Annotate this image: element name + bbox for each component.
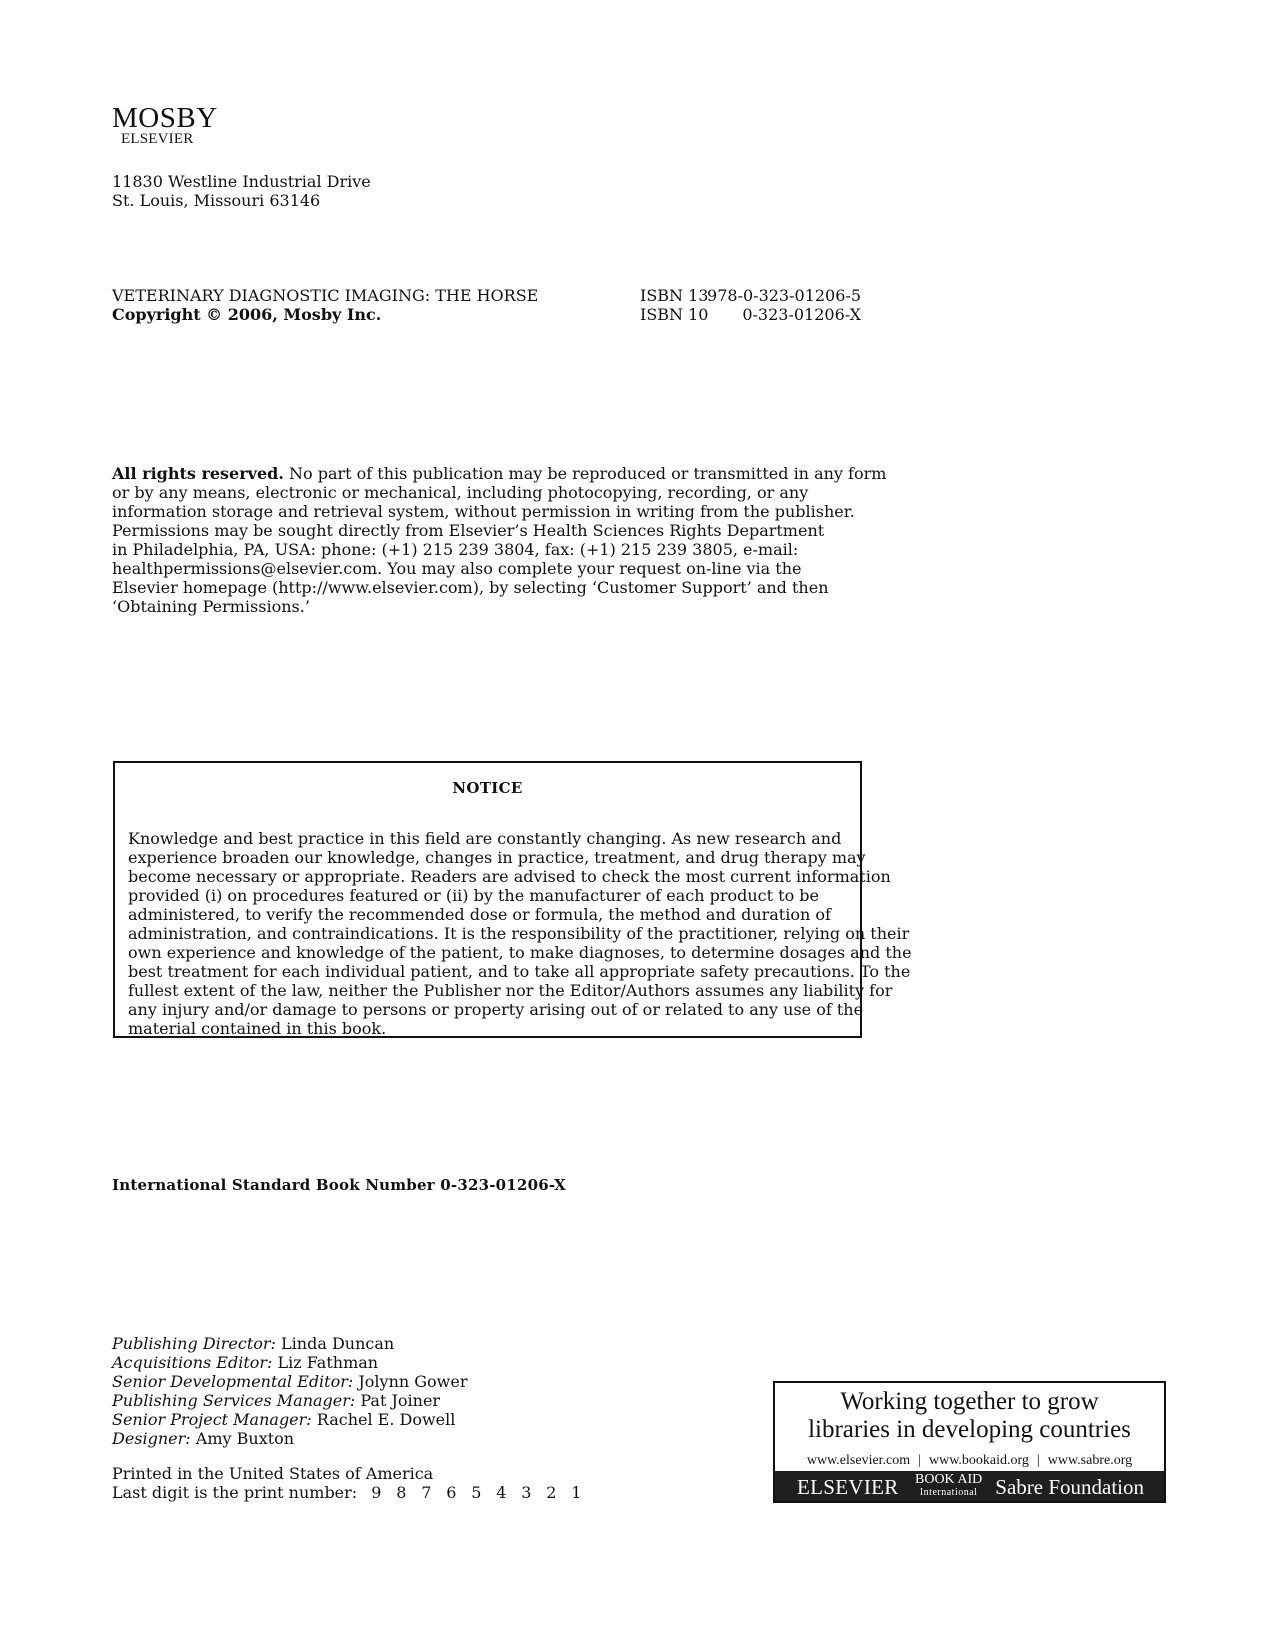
credit-row — [112, 1334, 468, 1353]
bookaid-logo — [915, 1473, 982, 1499]
book-title: VETERINARY DIAGNOSTIC IMAGING: THE HORSE — [112, 286, 539, 305]
rights-line: or by any means, electronic or mechanical, including photocopying, recording, or any — [112, 483, 809, 502]
print-digit: 4 — [496, 1483, 507, 1502]
publisher-logo — [112, 104, 218, 147]
sponsor-logo-bar — [775, 1471, 1164, 1501]
credit-row — [112, 1372, 468, 1391]
credit-row — [112, 1353, 468, 1372]
bookaid-logo-top: BOOK AID — [915, 1472, 983, 1487]
credit-row — [112, 1391, 468, 1410]
printed-in: Printed in the United States of America — [112, 1464, 434, 1483]
notice-line: experience broaden our knowledge, changes in practice, treatment, and drug therapy may — [128, 848, 866, 867]
elsevier-logo: ELSEVIER — [797, 1475, 899, 1499]
notice-line: any injury and/or damage to persons or property arising out of or related to any use of the — [128, 1000, 864, 1019]
print-digit: 3 — [521, 1483, 532, 1502]
notice-line: provided (i) on procedures featured or (ii) by the manufacturer of each product to be — [128, 886, 820, 905]
logo-elsevier: ELSEVIER — [121, 131, 194, 147]
notice-box — [113, 761, 912, 1038]
notice-line: become necessary or appropriate. Readers are advised to check the most current information — [128, 867, 891, 886]
book-info — [112, 286, 538, 324]
notice-body — [128, 829, 912, 1038]
print-digit: 5 — [471, 1483, 482, 1502]
credit-name: Linda Duncan — [275, 1334, 395, 1353]
rights-line: ‘Obtaining Permissions.’ — [112, 597, 310, 616]
link-separator: | — [1036, 1453, 1040, 1468]
notice-line: fullest extent of the law, neither the Publisher nor the Editor/Authors assumes any liability for — [128, 981, 893, 1000]
credit-name: Liz Fathman — [272, 1353, 379, 1372]
rights-line: healthpermissions@elsevier.com. You may also complete your request on-line via the — [112, 559, 802, 578]
bookaid-logo-bottom: International — [919, 1487, 978, 1498]
credit-row — [112, 1429, 468, 1448]
credit-name: Pat Joiner — [355, 1391, 441, 1410]
credit-role: Acquisitions Editor: — [112, 1353, 273, 1372]
print-number-row — [112, 1483, 596, 1502]
notice-line: Knowledge and best practice in this field are constantly changing. As new research and — [128, 829, 842, 848]
isbn-labels — [640, 286, 708, 324]
credit-role: Publishing Director: — [112, 1334, 276, 1353]
rights-line: Permissions may be sought directly from Elsevier’s Health Sciences Rights Department — [112, 521, 825, 540]
credit-role: Designer: — [112, 1429, 191, 1448]
notice-title: NOTICE — [452, 779, 523, 797]
notice-line: administered, to verify the recommended dose or formula, the method and duration of — [128, 905, 831, 924]
print-digit: 2 — [546, 1483, 557, 1502]
credit-name: Amy Buxton — [190, 1429, 295, 1448]
rights-line: in Philadelphia, PA, USA: phone: (+1) 215 239 3804, fax: (+1) 215 239 3805, e-mail: — [112, 540, 799, 559]
link-elsevier[interactable]: www.elsevier.com — [806, 1453, 911, 1468]
bookaid-links — [775, 1453, 1164, 1469]
credit-role: Publishing Services Manager: — [112, 1391, 356, 1410]
rights-lead: All rights reserved. — [112, 464, 284, 483]
publisher-address — [112, 172, 371, 210]
rights-paragraph — [112, 464, 887, 616]
credit-name: Rachel E. Dowell — [311, 1410, 456, 1429]
bookaid-headline: Working together to grow — [840, 1388, 1099, 1415]
credit-role: Senior Project Manager: — [112, 1410, 312, 1429]
address-line: 11830 Westline Industrial Drive — [112, 172, 371, 191]
print-digit: 1 — [571, 1483, 582, 1502]
rights-line: Elsevier homepage (http://www.elsevier.com), by selecting ‘Customer Support’ and then — [112, 578, 829, 597]
print-digit: 8 — [396, 1483, 407, 1502]
isbn13-label: ISBN 13 — [640, 286, 709, 305]
isbn10-value: 0-323-01206-X — [742, 305, 861, 324]
notice-line: material contained in this book. — [128, 1019, 387, 1038]
bookaid-headline: libraries in developing countries — [808, 1416, 1131, 1443]
isbn10-label: ISBN 10 — [640, 305, 709, 324]
copyright-line: Copyright © 2006, Mosby Inc. — [112, 305, 382, 324]
credits-list — [112, 1334, 468, 1448]
printing-info — [112, 1464, 596, 1502]
print-digit: 6 — [446, 1483, 457, 1502]
notice-line: own experience and knowledge of the patient, to make diagnoses, to determine dosages and the — [128, 943, 912, 962]
link-sabre[interactable]: www.sabre.org — [1047, 1453, 1133, 1468]
isbn-statement: International Standard Book Number 0-323-01206-X — [112, 1176, 567, 1194]
isbn-values — [700, 286, 861, 324]
address-line: St. Louis, Missouri 63146 — [112, 191, 321, 210]
sabre-logo: Sabre Foundation — [995, 1475, 1144, 1499]
logo-mosby: MOSBY — [112, 102, 218, 134]
rights-line: No part of this publication may be reproduced or transmitted in any form — [283, 464, 887, 483]
print-number-label: Last digit is the print number: — [112, 1483, 358, 1502]
print-digit: 7 — [421, 1483, 432, 1502]
notice-line: administration, and contraindications. It is the responsibility of the practitioner, relying on their — [128, 924, 910, 943]
rights-line: information storage and retrieval system, without permission in writing from the publisher. — [112, 502, 855, 521]
print-digit: 9 — [371, 1483, 382, 1502]
link-bookaid[interactable]: www.bookaid.org — [928, 1453, 1029, 1468]
bookaid-box — [773, 1381, 1166, 1503]
credit-name: Jolynn Gower — [353, 1372, 468, 1391]
credit-row — [112, 1410, 468, 1429]
isbn13-value: 978-0-323-01206-5 — [707, 286, 861, 305]
link-separator: | — [918, 1453, 921, 1468]
notice-line: best treatment for each individual patient, and to take all appropriate safety precautions. To the — [128, 962, 911, 981]
credit-role: Senior Developmental Editor: — [112, 1372, 354, 1391]
